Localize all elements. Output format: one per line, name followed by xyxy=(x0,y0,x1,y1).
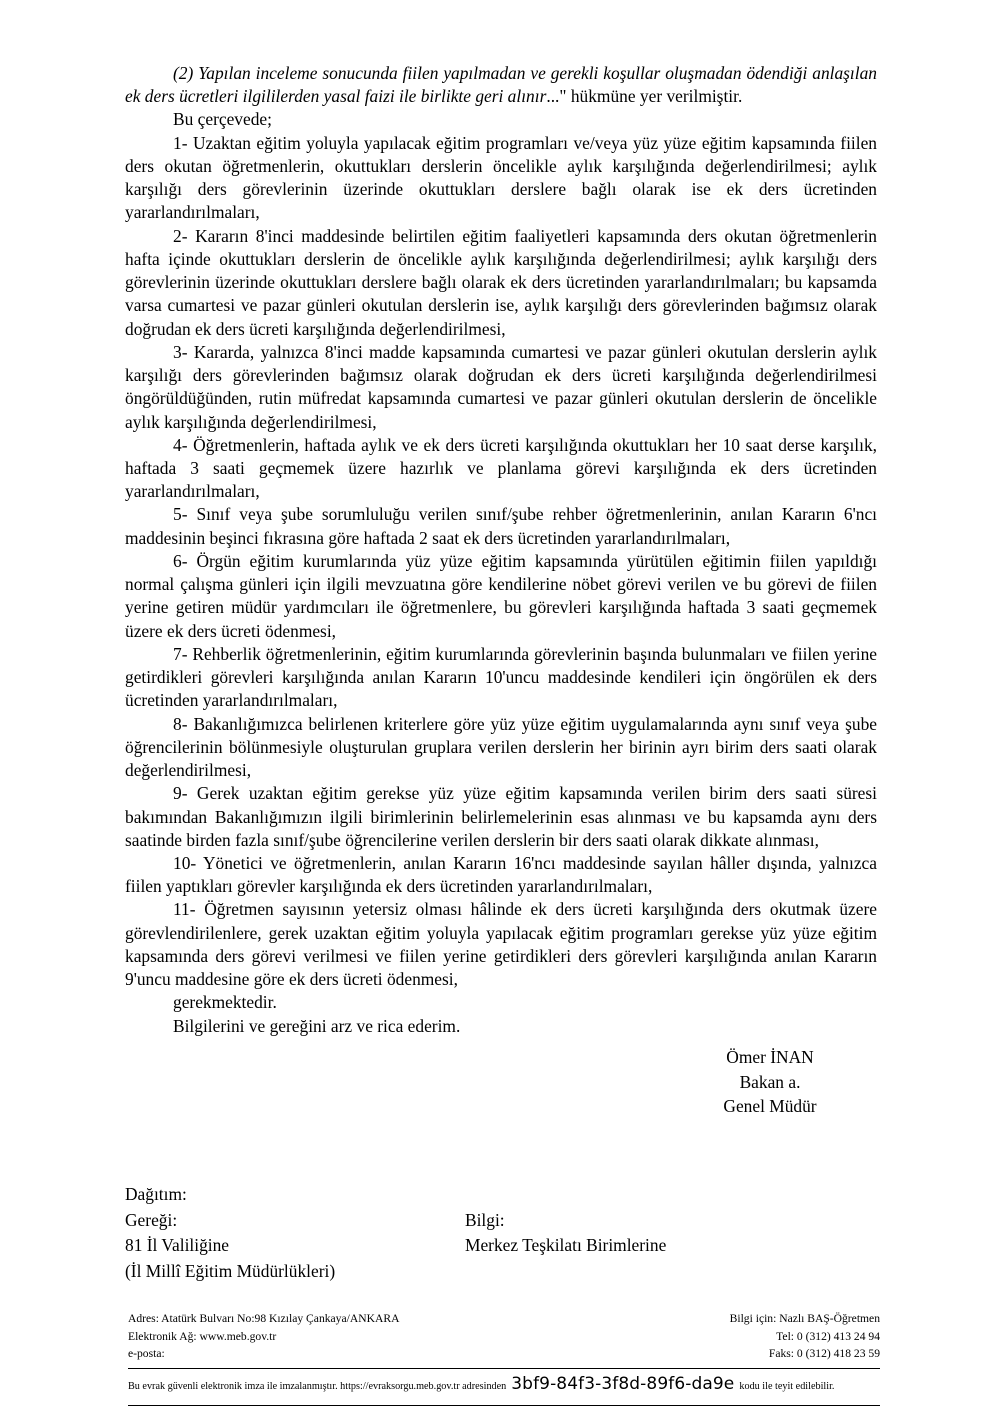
verification-suffix-text: kodu ile teyit edilebilir. xyxy=(739,1381,835,1392)
verification-line xyxy=(128,1374,880,1394)
bottom-divider-rule xyxy=(128,1405,880,1406)
footer-columns xyxy=(128,1310,880,1363)
footer-divider-rule xyxy=(128,1368,880,1369)
closing-request-line: Bilgilerini ve gereğini arz ve rica ederim. xyxy=(173,1015,461,1036)
clause-item-6: 6- Örgün eğitim kurumlarında yüz yüze eğitim kapsamında yürütülen eğitimin fiilen yapıldığı normal çalışma günleri için ilgili mevzuatına göre kendilerine nöbet görevi verilen ve bu görevi de fiilen yerine getiren müdür yardımcıları ile öğretmenlere, bu görevleri karşılığında haftada 3 saati geçmemek üzere ek ders ücreti ödenmesi, xyxy=(125,550,877,641)
distribution-left-line-2: (İl Millî Eğitim Müdürlükleri) xyxy=(125,1260,336,1281)
signatory-name: Ömer İNAN xyxy=(726,1047,814,1067)
footer-contact-person: Bilgi için: Nazlı BAŞ-Öğretmen xyxy=(729,1312,880,1325)
distribution-labels-row xyxy=(125,1208,877,1234)
signatory-on-behalf: Bakan a. xyxy=(739,1071,801,1092)
footer-email: e-posta: xyxy=(128,1347,165,1361)
clause-item-11: 11- Öğretmen sayısının yetersiz olması hâlinde ek ders ücreti karşılığında ders okutmak üzere görevlendirilenlere, gerek uzaktan eğitim yoluyla yapılacak eğitim programları gerekse yüz yüze eğitim kapsamında ders görevi verilmesi ve fiilen yerine getirdikleri ders görevleri karşılığında anılan Kararın 9'uncu maddesine göre ek ders ücreti ödenmesi, xyxy=(125,899,877,990)
document-body xyxy=(125,62,877,1038)
footer-fax: Faks: 0 (312) 418 23 59 xyxy=(768,1347,880,1361)
distribution-right-label: Bilgi: xyxy=(465,1209,505,1230)
clause-item-8: 8- Bakanlığımızca belirlenen kriterlere göre yüz yüze eğitim uygulamalarında aynı sınıf veya şube öğrencilerinin bölünmesiyle oluşturulan gruplara verilen derslerin her birinin ayrı birim ders saati olarak değerlendirilmesi, xyxy=(125,713,877,781)
clause-item-4: 4- Öğretmenlerin, haftada aylık ve ek ders ücreti karşılığında okuttukları her 10 saat derse karşılık, haftada 3 saati geçmemek üzere hazırlık ve planlama görevi karşılığında ek ders ücretinden yararlandırılmaları, xyxy=(125,434,877,502)
footer-left-column xyxy=(128,1310,399,1363)
signatory-title: Genel Müdür xyxy=(723,1096,817,1117)
signature-block xyxy=(620,1045,920,1119)
verification-code: 3bf9-84f3-3f8d-89f6-da9e xyxy=(511,1374,735,1394)
distribution-heading: Dağıtım: xyxy=(125,1184,187,1204)
clause-item-2: 2- Kararın 8'inci maddesinde belirtilen eğitim faaliyetleri kapsamında ders okutan öğretmenlerin hafta içinde okuttukları derslerin de öncelikle aylık karşılığında değerlendirilmesi; aylık karşılığı ders görevlerinin üzerinde okuttukları derslere bağlı olarak ek ders ücretinden yararlandırılmaları; bu kapsamda varsa cumartesi ve pazar günleri okutulan derslerin ise, aylık karşılığı ders görevlerinden bağımsız olarak doğrudan ek ders ücreti karşılığında değerlendirilmesi, xyxy=(125,225,877,339)
quote-paragraph xyxy=(125,62,877,108)
distribution-left-label: Gereği: xyxy=(125,1209,178,1230)
clause-item-9: 9- Gerek uzaktan eğitim gerekse yüz yüze eğitim kapsamında verilen birim ders saati süresi bakımından Bakanlığımızın ilgili birimlerinin belirlemelerinin esas alınması ve bu kapsamda aynı ders saatinde birden fazla sınıf/şube öğrencilerine verilen derslerin bir ders saati olarak dikkate alınması, xyxy=(125,783,877,850)
intro-line: Bu çerçevede; xyxy=(173,109,272,130)
verification-prefix-text: Bu evrak güvenli elektronik imza ile imzalanmıştır. https://evraksorgu.meb.gov.tr adresinden xyxy=(128,1381,507,1392)
distribution-left-line-1: 81 İl Valiliğine xyxy=(125,1235,230,1256)
clause-item-7: 7- Rehberlik öğretmenlerinin, eğitim kurumlarında görevlerinin başında bulunmaları ve fiilen yerine getirdikleri görevleri karşılığında anılan Kararın 10'uncu maddesinde kendileri için öngörülen ek ders ücretinden yararlandırılmaları, xyxy=(125,643,877,711)
clause-item-3: 3- Kararda, yalnızca 8'inci madde kapsamında cumartesi ve pazar günleri okutulan derslerin aylık karşılığı ders görevlerinden bağımsız olarak doğrudan ek ders ücreti karşılığında değerlendirilmesi öngörüldüğünden, rutin müfredat kapsamında cumartesi ve pazar günleri okutulan derslerin de öncelikle aylık karşılığında değerlendirilmesi, xyxy=(125,341,877,432)
closing-required-line: gerekmektedir. xyxy=(173,992,277,1013)
distribution-right-line-2 xyxy=(465,1259,865,1285)
quote-tail-text: ..." hükmüne yer verilmiştir. xyxy=(546,86,743,107)
distribution-second-row xyxy=(125,1259,877,1285)
distribution-first-row xyxy=(125,1233,877,1259)
distribution-right-line-1: Merkez Teşkilatı Birimlerine xyxy=(465,1235,667,1256)
clause-item-5: 5- Sınıf veya şube sorumluluğu verilen sınıf/şube rehber öğretmenlerinin, anılan Kararın 6'ncı maddesinin beşinci fıkrasına göre haftada 2 saat ek ders ücretinden yararlandırılmaları, xyxy=(125,504,877,548)
clause-item-10: 10- Yönetici ve öğretmenlerin, anılan Kararın 16'ncı maddesinde sayılan hâller dışında, yalnızca fiilen yaptıkları görevler karşılığında ek ders ücretinden yararlandırılmaları, xyxy=(125,852,877,897)
distribution-block xyxy=(125,1182,877,1284)
footer-right-column xyxy=(730,1310,880,1363)
footer-address: Adres: Atatürk Bulvarı No:98 Kızılay Çankaya/ANKARA xyxy=(128,1312,400,1325)
page-footer xyxy=(128,1310,880,1369)
clause-item-1: 1- Uzaktan eğitim yoluyla yapılacak eğitim programları ve/veya yüz yüze eğitim kapsamında fiilen ders okutan öğretmenlerin, okuttukları derslerin öncelikle aylık karşılığında değerlendirilmesi; aylık karşılığı ders görevlerinin üzerinde okuttukları derslere bağlı olarak ise ek ders ücretinden yararlandırılmaları, xyxy=(125,132,877,223)
footer-web: Elektronik Ağ: www.meb.gov.tr xyxy=(128,1329,277,1343)
quote-italic-text: (2) Yapılan inceleme sonucunda fiilen yapılmadan ve gerekli koşullar oluşmadan ödendiği anlaşılan ek ders ücretleri ilgililerden yasal faizi ile birlikte geri alınır xyxy=(125,63,877,107)
footer-phone: Tel: 0 (312) 413 24 94 xyxy=(776,1329,880,1343)
